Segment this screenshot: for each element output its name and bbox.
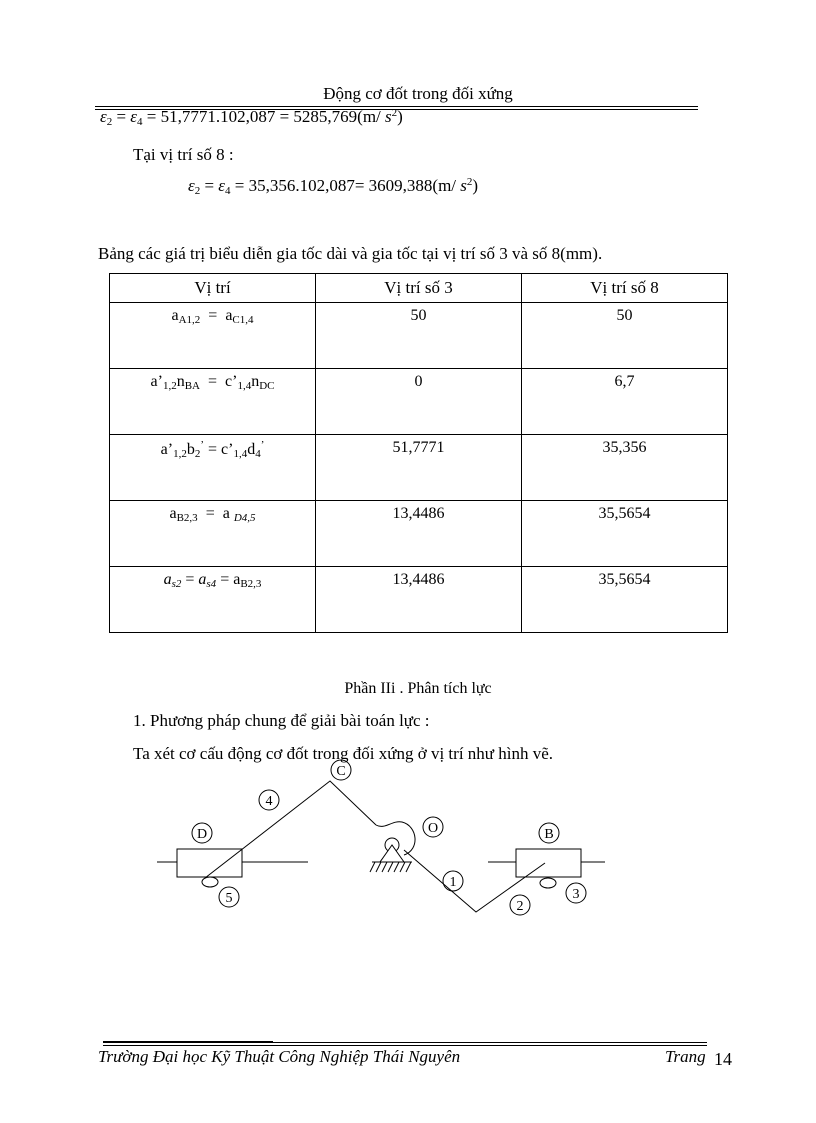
table-cell: 35,5654 — [522, 501, 728, 567]
footer-rule-top — [103, 1042, 707, 1043]
section-paragraph: Ta xét cơ cấu động cơ đốt trong đối xứng ở vị trí như hình vẽ. — [133, 744, 554, 763]
row-label-cell: $a’_{1,2}n_{BA}$ = $c’_{1,4}n_{DC}$ — [110, 369, 316, 435]
table-header-cell: Vị trí số 3 — [316, 274, 522, 303]
row-label-cell: $a_{s2} = a_{s4} = a_{B2,3}$ — [110, 567, 316, 633]
table-header-cell: Vị trí số 8 — [522, 274, 728, 303]
row-label-cell: $a_{B2,3} = a$ $_{D4,5}$ — [110, 501, 316, 567]
equation-1-value: = 51,7771.102,087 = 5285,769(m/ — [146, 107, 381, 126]
footer-page-number: 14 — [714, 1049, 732, 1069]
roller-left — [202, 877, 218, 887]
footer-school: Trường Đại học Kỹ Thuật Công Nghiệp Thái Nguyên — [98, 1047, 461, 1066]
slider-b — [516, 849, 581, 877]
label-c: C — [336, 764, 346, 779]
ground-hatch — [370, 862, 411, 872]
table-cell: 35,356 — [522, 435, 728, 501]
label-o: O — [427, 821, 439, 836]
pivot-support — [380, 845, 404, 862]
table-cell: 6,7 — [522, 369, 728, 435]
position-8-label: Tại vị trí số 8 : — [133, 145, 234, 164]
label-2: 2 — [516, 899, 524, 914]
footer-page-label: Trang — [665, 1047, 706, 1066]
label-5: 5 — [225, 891, 233, 906]
table-caption: Bảng các giá trị biểu diễn gia tốc dài và gia tốc tại vị trí số 3 và số 8(mm). — [98, 244, 603, 263]
table-header-cell: Vị trí — [110, 274, 316, 303]
equation-epsilon-2: $\varepsilon_2 = \varepsilon_4 = 35,356.102,087= 3609,388(m/$ $s^2$) — [188, 176, 479, 197]
section-title: Phần IIi . Phân tích lực — [344, 680, 492, 697]
row-label-cell: $a’_{1,2}b_2^’$ = $c’_{1,4}d_4^’$ — [110, 435, 316, 501]
table-cell: 0 — [316, 369, 522, 435]
label-3: 3 — [572, 887, 580, 902]
footer-rule-bottom — [103, 1045, 707, 1046]
table-cell: 35,5654 — [522, 567, 728, 633]
row-label-cell: $a_{A1,2} = a_{C1,4}$ — [110, 303, 316, 369]
label-b: B — [544, 827, 554, 842]
table-cell: 50 — [522, 303, 728, 369]
table-cell: 13,4486 — [316, 501, 522, 567]
table-cell: 51,7771 — [316, 435, 522, 501]
page-header-title: Động cơ đốt trong đối xứng — [323, 84, 513, 103]
label-d: D — [196, 827, 208, 842]
equation-epsilon-1: $\varepsilon_2 = \varepsilon_4 = 51,7771.102,087 = 5285,769(m/$ $s^2$) — [100, 107, 403, 128]
label-1: 1 — [449, 875, 457, 890]
equation-2-value: = 35,356.102,087= 3609,388(m/ — [234, 176, 457, 195]
slider-d — [177, 849, 242, 877]
roller-right — [540, 878, 556, 888]
table-cell: 50 — [316, 303, 522, 369]
label-4: 4 — [265, 794, 273, 809]
table-cell: 13,4486 — [316, 567, 522, 633]
section-heading: 1. Phương pháp chung để giải bài toán lực : — [133, 711, 430, 730]
